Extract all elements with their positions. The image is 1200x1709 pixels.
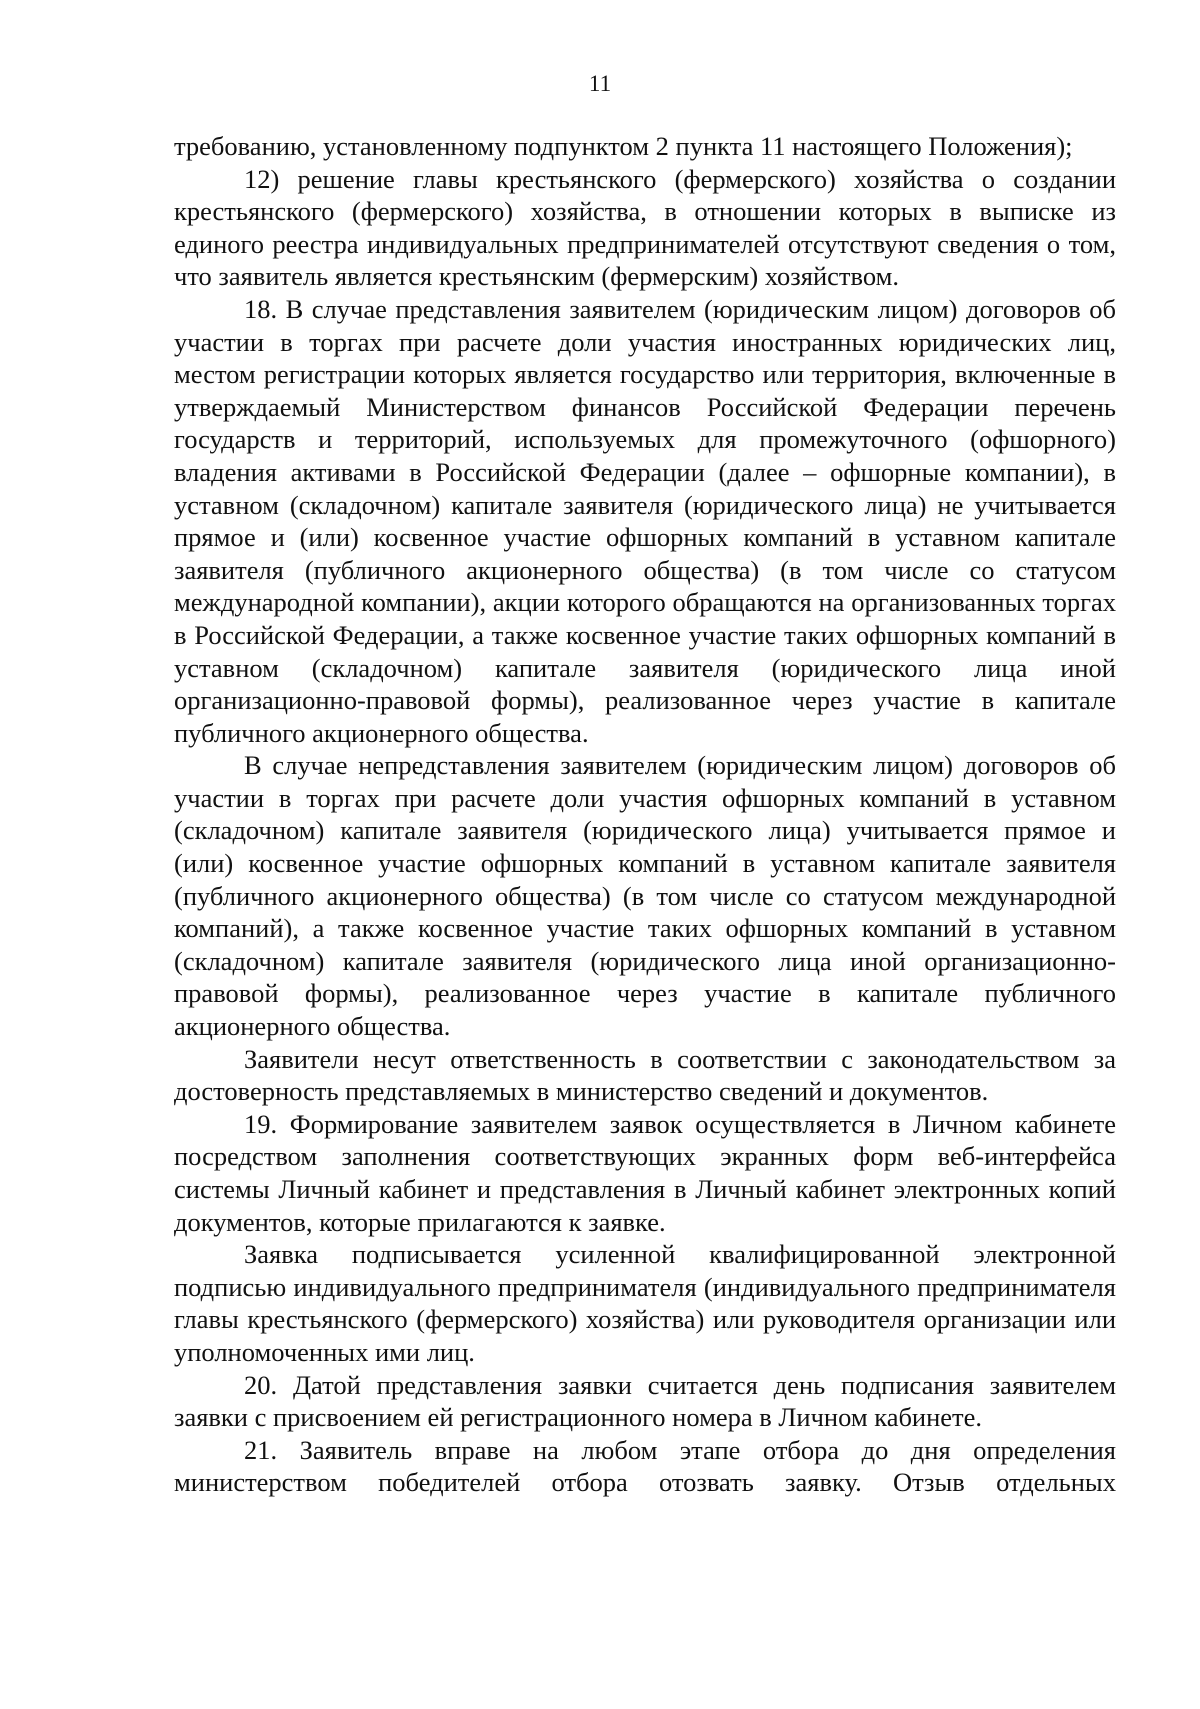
paragraph-signature: Заявка подписывается усиленной квалифицированной электронной подписью индивидуального предпринимателя (индивидуального предпринимателя главы крестьянского (фермерского) хозяйства) или руководителя организации или уполномоченных ими лиц. <box>174 1239 1116 1367</box>
paragraph-clause-18: 18. В случае представления заявителем (юридическим лицом) договоров об участии в торгах при расчете доли участия иностранных юридических лиц, местом регистрации которых является государство или территория, включенные в утверждаемый Министерством финансов Российской Федерации перечень государств и территорий, используемых для промежуточного (офшорного) владения активами в Российской Федерации (далее – офшорные компании), в уставном (складочном) капитале заявителя (юридического лица) не учитывается прямое и (или) косвенное участие офшорных компаний в уставном капитале заявителя (публичного акционерного общества) (в том числе со статусом международной компании), акции которого обращаются на организованных торгах в Российской Федерации, а также косвенное участие таких офшорных компаний в уставном (складочном) капитале заявителя (юридического лица иной организационно-правовой формы), реализованное через участие в капитале публичного акционерного общества. <box>174 293 1116 748</box>
paragraph-clause-21: 21. Заявитель вправе на любом этапе отбора до дня определения министерством победителей отбора отозвать заявку. Отзыв отдельных <box>174 1434 1116 1498</box>
page-number: 11 <box>588 71 612 96</box>
paragraph-responsibility: Заявители несут ответственность в соответствии с законодательством за достоверность представляемых в министерство сведений и документов. <box>174 1043 1116 1107</box>
paragraph-clause-19: 19. Формирование заявителем заявок осуществляется в Личном кабинете посредством заполнения соответствующих экранных форм веб-интерфейса системы Личный кабинет и представления в Личный кабинет электронных копий документов, которые прилагаются к заявке. <box>174 1108 1116 1237</box>
paragraph-clause-20: 20. Датой представления заявки считается день подписания заявителем заявки с присвоением ей регистрационного номера в Личном кабинете. <box>174 1369 1116 1433</box>
paragraph-non-submission: В случае непредставления заявителем (юридическим лицом) договоров об участии в торгах при расчете доли участия офшорных компаний в уставном (складочном) капитале заявителя (юридического лица) учитывается прямое и (или) косвенное участие офшорных компаний в уставном капитале заявителя (публичного акционерного общества) (в том числе со статусом международной компаний), а также косвенное участие таких офшорных компаний в уставном (складочном) капитале заявителя (юридического лица иной организационно-правовой формы), реализованное через участие в капитале публичного акционерного общества. <box>174 750 1116 1042</box>
paragraph-continuation: требованию, установленному подпунктом 2 пункта 11 настоящего Положения); <box>174 131 1073 161</box>
paragraph-item-12: 12) решение главы крестьянского (фермерского) хозяйства о создании крестьянского (фермерского) хозяйства, в отношении которых в выписке из единого реестра индивидуальных предпринимателей отсутствуют сведения о том, что заявитель является крестьянским (фермерским) хозяйством. <box>174 163 1116 292</box>
document-body <box>174 130 1116 1499</box>
